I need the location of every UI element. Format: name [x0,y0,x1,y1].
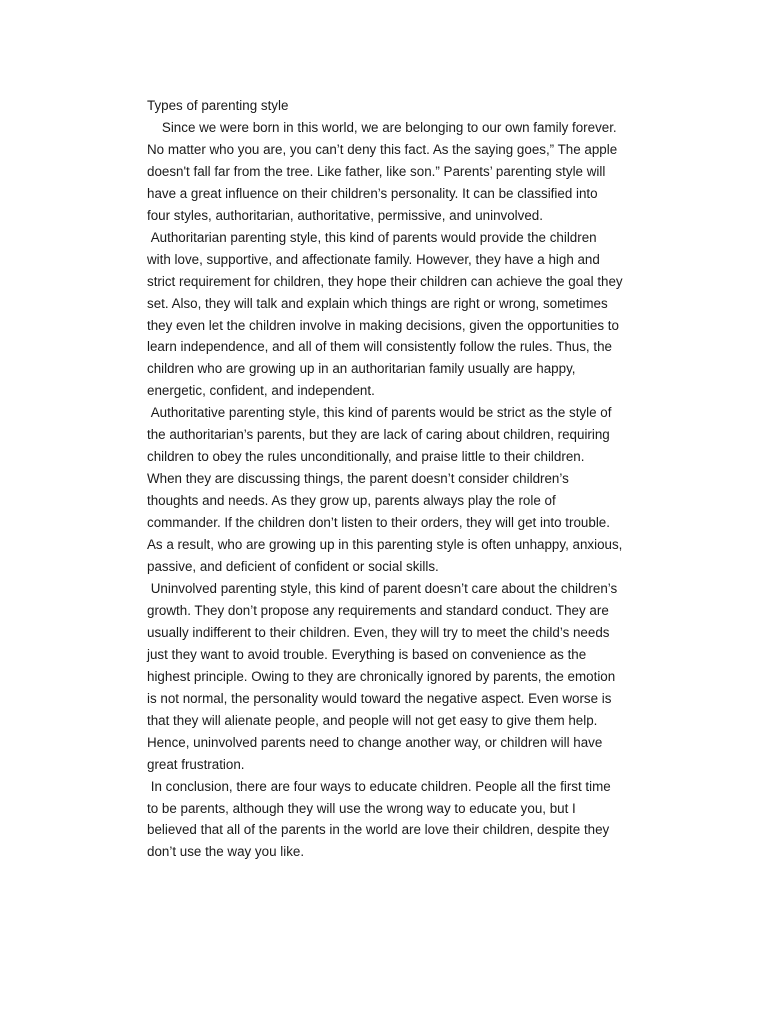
document-title: Types of parenting style [147,98,289,113]
paragraph-authoritarian: Authoritarian parenting style, this kind of parents would provide the children with love, supportive, and affectionate family. However, they have a high and strict requirement for children, they hope their children can achieve the goal they set. Also, they will talk and explain which things are right or wrong, sometimes they even let the children involve in making decisions, given the opportunities to learn independence, and all of them will consistently follow the rules. Thus, the children who are growing up in an authoritarian family usually are happy, energetic, confident, and independent. [147,229,627,399]
paragraph-conclusion: In conclusion, there are four ways to educate children. People all the first time to be parents, although they will use the wrong way to educate you, but I believed that all of the parents in the world are love their children, despite they don’t use the way you like. [147,778,615,860]
document-body [147,95,627,863]
paragraph-uninvolved: Uninvolved parenting style, this kind of parent doesn’t care about the children’s growth. They don’t propose any requirements and standard conduct. They are usually indifferent to their children. Even, they will try to meet the child’s needs just they want to avoid trouble. Everything is based on convenience as the highest principle. Owing to they are chronically ignored by parents, the emotion is not normal, the personality would toward the negative aspect. Even worse is that they will alienate people, and people will not get easy to give them help. Hence, uninvolved parents need to change another way, or children will have great frustration. [147,580,621,772]
paragraph-authoritative: Authoritative parenting style, this kind of parents would be strict as the style of the authoritarian’s parents, but they are lack of caring about children, requiring children to obey the rules unconditionally, and praise little to their children. When they are discussing things, the parent doesn’t consider children’s thoughts and needs. As they grow up, parents always play the role of commander. If the children don’t listen to their orders, they will get into trouble. As a result, who are growing up in this parenting style is often unhappy, anxious, passive, and deficient of confident or social skills. [147,405,627,575]
paragraph-introduction: Since we were born in this world, we are belonging to our own family forever. No matter who you are, you can’t deny this fact. As the saying goes,” The apple doesn't fall far from the tree. Like father, like son.” Parents’ parenting style will have a great influence on their children’s personality. It can be classified into four styles, authoritarian, authoritative, permissive, and uninvolved. [147,119,621,223]
